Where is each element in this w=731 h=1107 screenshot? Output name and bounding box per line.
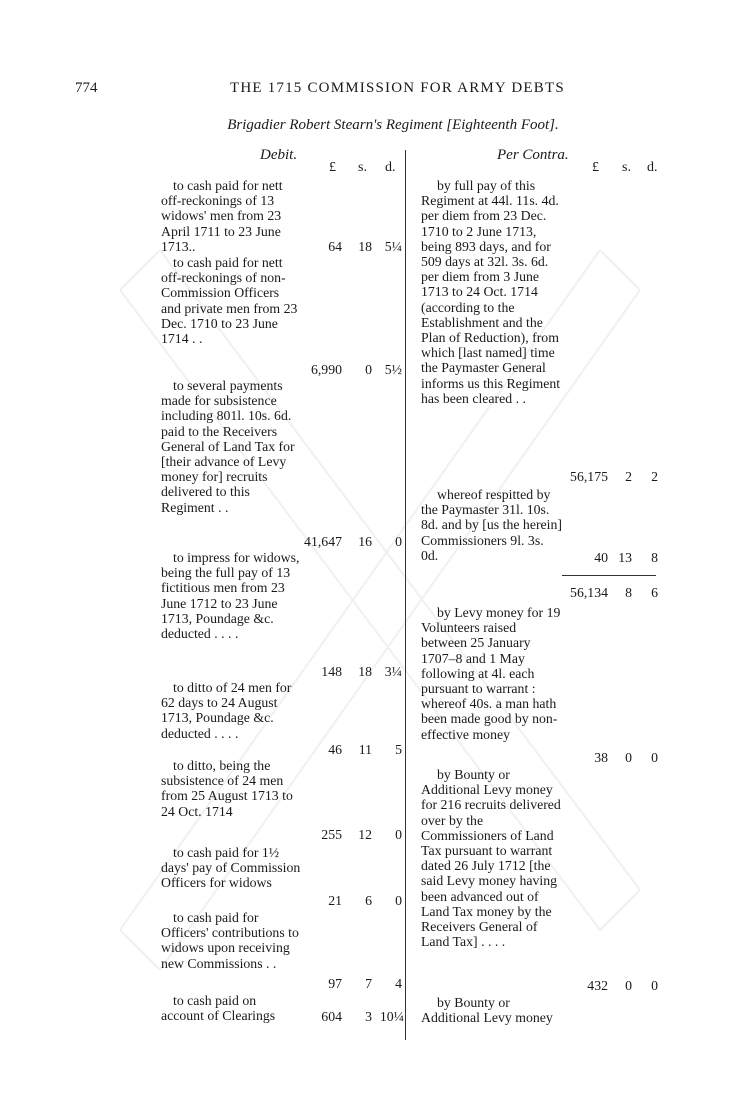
- contra-4-shillings: 0: [625, 750, 632, 765]
- debit-7-pence: 0: [395, 893, 402, 908]
- debit-4-shillings: 18: [358, 664, 372, 679]
- contra-entry-6: by Bounty or Additional Levy money: [421, 995, 553, 1026]
- debit-shilling-header: s.: [358, 160, 367, 175]
- debit-8-pence: 4: [395, 976, 402, 991]
- contra-2-pence: 8: [651, 550, 658, 565]
- contra-pound-header: £: [592, 160, 599, 175]
- debit-2-shillings: 0: [365, 362, 372, 377]
- debit-entry-8: to cash paid for Officers' contributions to widows upon receiving new Commissions . .: [161, 910, 299, 971]
- debit-5-shillings: 11: [358, 742, 372, 757]
- contra-4-pence: 0: [651, 750, 658, 765]
- page-number: 774: [75, 80, 98, 96]
- contra-entry-4: by Levy money for 19 Volunteers raised between 25 January 1707–8 and 1 May following at 4l. each pursuant to warrant : whereof 40s. a man hath been made good by non-effective money: [421, 605, 561, 742]
- contra-5-pounds: 432: [587, 978, 608, 993]
- debit-6-pounds: 255: [321, 827, 342, 842]
- debit-9-pence: 10¼: [379, 1009, 404, 1024]
- contra-heading: Per Contra.: [497, 147, 569, 163]
- debit-4-pence: 3¼: [384, 664, 402, 679]
- contra-2-shillings: 13: [618, 550, 632, 565]
- debit-3-pence: 0: [395, 534, 402, 549]
- debit-8-pounds: 97: [328, 976, 342, 991]
- debit-9-pounds: 604: [321, 1009, 342, 1024]
- debit-heading: Debit.: [260, 147, 298, 163]
- debit-2-pounds: 6,990: [310, 362, 342, 377]
- contra-subtotal-pounds: 56,134: [570, 585, 608, 600]
- debit-1-pounds: 64: [328, 239, 342, 254]
- contra-entry-1: by full pay of this Regiment at 44l. 11s. 4d. per diem from 23 Dec. 1710 to 2 June 1713, being 893 days, and for 509 days at 32l. 3s. 6d. per diem from 3 June 1713 to 24 Oct. 1714 (according to the Establishment and the Plan of Reduction), from which [last named] time the Paymaster General informs us this Regiment has been cleared . .: [421, 178, 561, 406]
- table-subtitle: Brigadier Robert Stearn's Regiment [Eighteenth Foot].: [227, 117, 559, 133]
- running-title: THE 1715 COMMISSION FOR ARMY DEBTS: [230, 80, 565, 96]
- debit-entry-5: to ditto of 24 men for 62 days to 24 August 1713, Poundage &c. deducted . . . .: [161, 680, 292, 741]
- debit-5-pounds: 46: [328, 742, 342, 757]
- debit-entry-2: to cash paid for nett off-reckonings of non-Commission Officers and private men from 23 Dec. 1710 to 23 June 1714 . .: [161, 255, 298, 347]
- contra-1-pounds: 56,175: [570, 469, 608, 484]
- debit-entry-3: to several payments made for subsistence including 801l. 10s. 6d. paid to the Receivers General of Land Tax for [their advance of Levy money for] recruits delivered to this Regiment . .: [161, 378, 295, 515]
- contra-entry-2: whereof respitted by the Paymaster 31l. 10s. 8d. and by [us the herein] Commissioners 9l. 3s. 0d.: [421, 487, 562, 563]
- debit-pence-header: d.: [385, 160, 396, 175]
- debit-6-pence: 0: [395, 827, 402, 842]
- contra-subtotal-pence: 6: [651, 585, 658, 600]
- debit-1-pence: 5¼: [384, 239, 402, 254]
- debit-2-pence: 5½: [384, 362, 402, 377]
- contra-4-pounds: 38: [594, 750, 608, 765]
- contra-entry-5: by Bounty or Additional Levy money for 216 recruits delivered over by the Commissioners of Land Tax pursuant to warrant dated 26 July 1712 [the said Levy money having been advanced out of Land Tax money by the Receivers General of Land Tax] . . . .: [421, 767, 561, 950]
- contra-pence-header: d.: [647, 160, 658, 175]
- debit-1-shillings: 18: [358, 239, 372, 254]
- debit-9-shillings: 3: [365, 1009, 372, 1024]
- contra-subtotal-shillings: 8: [625, 585, 632, 600]
- contra-shilling-header: s.: [622, 160, 631, 175]
- debit-5-pence: 5: [395, 742, 402, 757]
- debit-pound-header: £: [329, 160, 336, 175]
- debit-4-pounds: 148: [321, 664, 342, 679]
- debit-entry-7: to cash paid for 1½ days' pay of Commission Officers for widows: [161, 845, 301, 891]
- debit-7-pounds: 21: [328, 893, 342, 908]
- debit-entry-9: to cash paid on account of Clearings: [161, 993, 276, 1024]
- debit-entry-1: to cash paid for nett off-reckonings of 13 widows' men from 23 April 1711 to 23 June 1713..: [161, 178, 283, 254]
- debit-6-shillings: 12: [358, 827, 372, 842]
- column-divider: [405, 150, 406, 1040]
- subtotal-rule: [562, 575, 656, 576]
- contra-5-shillings: 0: [625, 978, 632, 993]
- contra-5-pence: 0: [651, 978, 658, 993]
- debit-8-shillings: 7: [365, 976, 372, 991]
- contra-1-shillings: 2: [625, 469, 632, 484]
- debit-entry-4: to impress for widows, being the full pay of 13 fictitious men from 23 June 1712 to 23 June 1713, Poundage &c. deducted . . . .: [161, 550, 300, 642]
- debit-entry-6: to ditto, being the subsistence of 24 men from 25 August 1713 to 24 Oct. 1714: [161, 758, 293, 819]
- contra-2-pounds: 40: [594, 550, 608, 565]
- contra-1-pence: 2: [651, 469, 658, 484]
- debit-7-shillings: 6: [365, 893, 372, 908]
- debit-3-shillings: 16: [358, 534, 372, 549]
- debit-3-pounds: 41,647: [304, 534, 342, 549]
